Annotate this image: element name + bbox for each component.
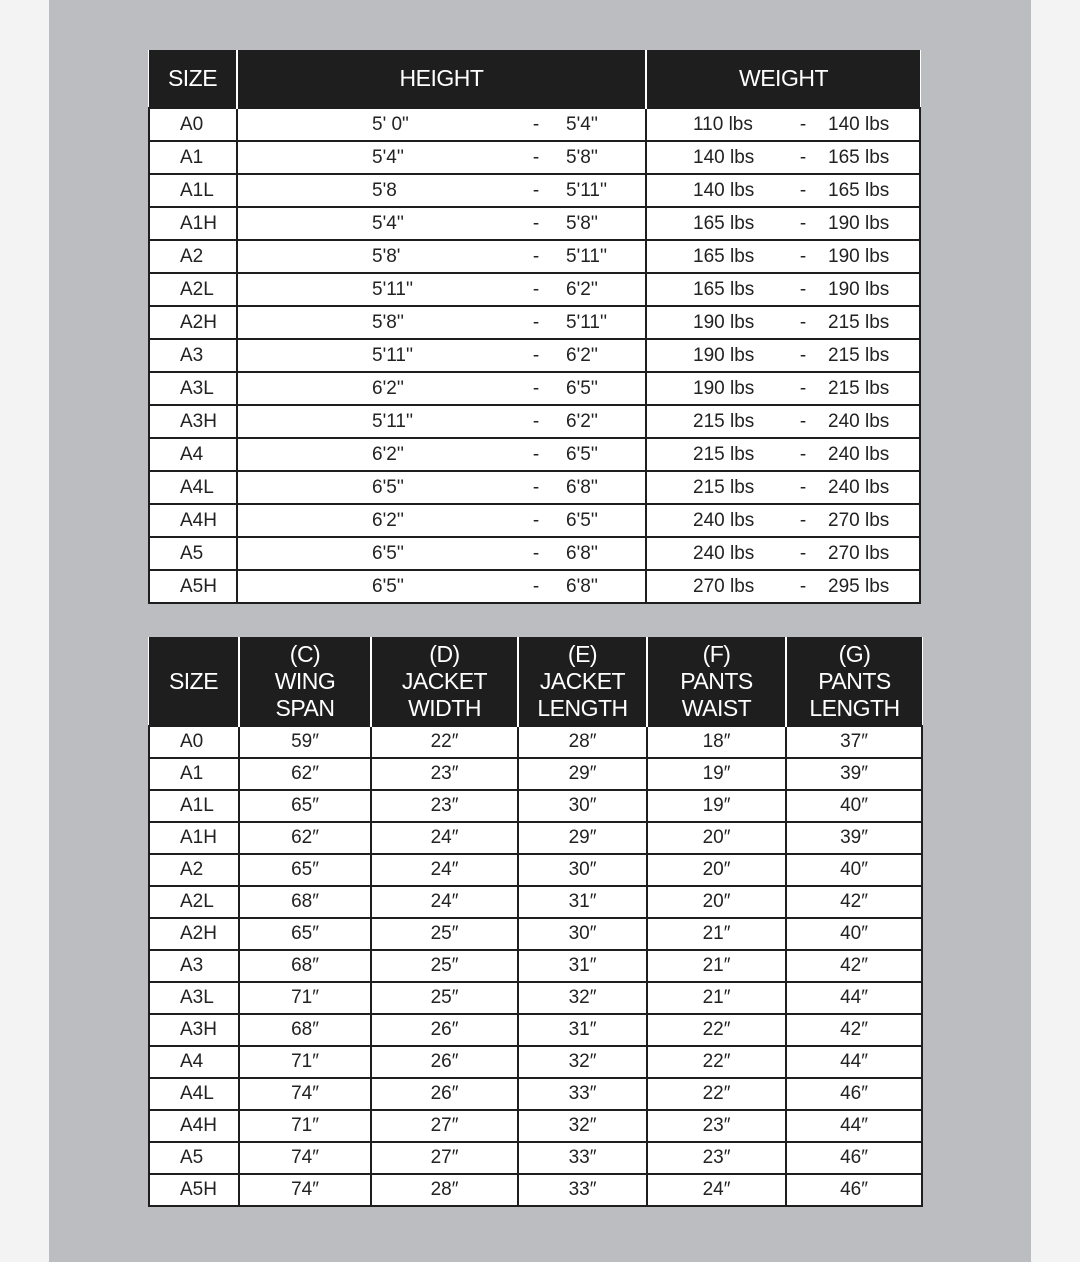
size-cell: A2L bbox=[149, 886, 239, 918]
table-row bbox=[149, 950, 922, 982]
range-dash: - bbox=[799, 410, 807, 432]
size-cell: A3L bbox=[149, 982, 239, 1014]
table-row bbox=[149, 726, 922, 758]
jacket-width-cell: 24″ bbox=[371, 822, 518, 854]
jacket-length-cell: 33″ bbox=[518, 1174, 647, 1206]
wing-span-cell: 65″ bbox=[239, 854, 371, 886]
height-max: 5'11'' bbox=[566, 245, 608, 267]
header-text-line: PANTS bbox=[818, 667, 891, 694]
height-min: 5'8' bbox=[372, 245, 401, 267]
table-row bbox=[149, 1174, 922, 1206]
table-row bbox=[149, 918, 922, 950]
size-cell: A4L bbox=[149, 471, 237, 504]
weight-max: 190 lbs bbox=[828, 212, 890, 234]
header-text-line: (C) bbox=[289, 640, 321, 667]
weight-range-cell bbox=[646, 570, 920, 603]
weight-range-cell bbox=[646, 174, 920, 207]
weight-min: 240 lbs bbox=[693, 509, 755, 531]
pants-length-cell: 39″ bbox=[786, 758, 922, 790]
range-dash: - bbox=[532, 278, 540, 300]
height-range-cell bbox=[237, 504, 646, 537]
pants-waist-cell: 18″ bbox=[647, 726, 786, 758]
range-dash: - bbox=[799, 245, 807, 267]
jacket-length-cell: 30″ bbox=[518, 854, 647, 886]
height-range-cell bbox=[237, 471, 646, 504]
jacket-length-cell: 32″ bbox=[518, 982, 647, 1014]
table-row bbox=[149, 108, 920, 141]
chart1-header-row bbox=[149, 50, 920, 108]
chart1-header-weight: WEIGHT bbox=[646, 50, 920, 108]
chart1-body bbox=[149, 108, 920, 603]
size-cell: A1 bbox=[149, 758, 239, 790]
height-range-cell bbox=[237, 108, 646, 141]
range-dash: - bbox=[532, 212, 540, 234]
size-cell: A3 bbox=[149, 950, 239, 982]
jacket-width-cell: 26″ bbox=[371, 1014, 518, 1046]
table-row bbox=[149, 1142, 922, 1174]
height-min: 6'5'' bbox=[372, 476, 405, 498]
table-row bbox=[149, 982, 922, 1014]
weight-range-cell bbox=[646, 405, 920, 438]
weight-max: 240 lbs bbox=[828, 410, 890, 432]
weight-max: 165 lbs bbox=[828, 179, 890, 201]
weight-range-cell bbox=[646, 339, 920, 372]
height-min: 5'4'' bbox=[372, 146, 405, 168]
range-dash: - bbox=[532, 377, 540, 399]
size-cell: A5 bbox=[149, 1142, 239, 1174]
table-row bbox=[149, 372, 920, 405]
wing-span-cell: 68″ bbox=[239, 950, 371, 982]
pants-length-cell: 42″ bbox=[786, 1014, 922, 1046]
header-text-line: PANTS bbox=[680, 667, 753, 694]
jacket-length-cell: 29″ bbox=[518, 822, 647, 854]
size-cell: A0 bbox=[149, 726, 239, 758]
height-min: 6'2'' bbox=[372, 443, 405, 465]
weight-range-cell bbox=[646, 240, 920, 273]
size-cell: A0 bbox=[149, 108, 237, 141]
weight-range-cell bbox=[646, 141, 920, 174]
wing-span-cell: 71″ bbox=[239, 1046, 371, 1078]
range-dash: - bbox=[799, 443, 807, 465]
table-row bbox=[149, 339, 920, 372]
pants-waist-cell: 23″ bbox=[647, 1142, 786, 1174]
weight-max: 140 lbs bbox=[828, 113, 890, 135]
weight-min: 215 lbs bbox=[693, 443, 755, 465]
pants-waist-cell: 19″ bbox=[647, 758, 786, 790]
height-min: 6'5'' bbox=[372, 542, 405, 564]
jacket-length-cell: 30″ bbox=[518, 918, 647, 950]
range-dash: - bbox=[532, 443, 540, 465]
size-cell: A4H bbox=[149, 504, 237, 537]
table-row bbox=[149, 790, 922, 822]
height-range-cell bbox=[237, 240, 646, 273]
size-cell: A4 bbox=[149, 1046, 239, 1078]
range-dash: - bbox=[532, 476, 540, 498]
range-dash: - bbox=[532, 542, 540, 564]
pants-length-cell: 46″ bbox=[786, 1078, 922, 1110]
header-text-line: JACKET bbox=[539, 667, 626, 694]
height-min: 5' 0" bbox=[372, 113, 409, 135]
weight-min: 215 lbs bbox=[693, 410, 755, 432]
weight-max: 190 lbs bbox=[828, 278, 890, 300]
range-dash: - bbox=[799, 575, 807, 597]
table-row bbox=[149, 570, 920, 603]
height-min: 6'5'' bbox=[372, 575, 405, 597]
range-dash: - bbox=[799, 212, 807, 234]
range-dash: - bbox=[799, 113, 807, 135]
weight-min: 165 lbs bbox=[693, 212, 755, 234]
size-cell: A5H bbox=[149, 570, 237, 603]
weight-min: 140 lbs bbox=[693, 179, 755, 201]
weight-range-cell bbox=[646, 504, 920, 537]
pants-length-cell: 42″ bbox=[786, 886, 922, 918]
weight-min: 215 lbs bbox=[693, 476, 755, 498]
height-range-cell bbox=[237, 537, 646, 570]
pants-length-cell: 44″ bbox=[786, 1110, 922, 1142]
wing-span-cell: 71″ bbox=[239, 1110, 371, 1142]
weight-min: 270 lbs bbox=[693, 575, 755, 597]
size-cell: A3H bbox=[149, 405, 237, 438]
size-cell: A1H bbox=[149, 207, 237, 240]
jacket-width-cell: 28″ bbox=[371, 1174, 518, 1206]
height-min: 5'8'' bbox=[372, 311, 405, 333]
size-cell: A2H bbox=[149, 918, 239, 950]
range-dash: - bbox=[799, 542, 807, 564]
weight-max: 240 lbs bbox=[828, 443, 890, 465]
header-text-line: WIDTH bbox=[408, 694, 481, 721]
weight-max: 240 lbs bbox=[828, 476, 890, 498]
height-max: 6'5'' bbox=[566, 509, 599, 531]
weight-range-cell bbox=[646, 372, 920, 405]
pants-length-cell: 37″ bbox=[786, 726, 922, 758]
range-dash: - bbox=[532, 179, 540, 201]
chart2-header-size bbox=[149, 637, 239, 726]
wing-span-cell: 68″ bbox=[239, 1014, 371, 1046]
pants-waist-cell: 21″ bbox=[647, 918, 786, 950]
pants-length-cell: 44″ bbox=[786, 982, 922, 1014]
header-text-line: WAIST bbox=[681, 694, 752, 721]
height-min: 6'2'' bbox=[372, 509, 405, 531]
weight-range-cell bbox=[646, 207, 920, 240]
table-row bbox=[149, 854, 922, 886]
height-max: 5'4'' bbox=[566, 113, 599, 135]
jacket-length-cell: 31″ bbox=[518, 950, 647, 982]
chart2-header-wing-span bbox=[239, 637, 371, 726]
range-dash: - bbox=[799, 377, 807, 399]
weight-max: 165 lbs bbox=[828, 146, 890, 168]
jacket-width-cell: 27″ bbox=[371, 1142, 518, 1174]
weight-min: 140 lbs bbox=[693, 146, 755, 168]
height-range-cell bbox=[237, 207, 646, 240]
height-max: 6'5'' bbox=[566, 443, 599, 465]
size-cell: A1L bbox=[149, 790, 239, 822]
range-dash: - bbox=[799, 509, 807, 531]
jacket-length-cell: 32″ bbox=[518, 1110, 647, 1142]
height-min: 5'8 bbox=[372, 179, 397, 201]
weight-min: 110 lbs bbox=[693, 113, 753, 135]
weight-min: 190 lbs bbox=[693, 377, 755, 399]
jacket-length-cell: 29″ bbox=[518, 758, 647, 790]
range-dash: - bbox=[799, 476, 807, 498]
chart2-header-jacket-length bbox=[518, 637, 647, 726]
range-dash: - bbox=[799, 311, 807, 333]
jacket-width-cell: 26″ bbox=[371, 1078, 518, 1110]
jacket-width-cell: 25″ bbox=[371, 918, 518, 950]
header-text-line: (E) bbox=[567, 640, 598, 667]
header-text-line: (F) bbox=[702, 640, 731, 667]
wing-span-cell: 68″ bbox=[239, 886, 371, 918]
table-row bbox=[149, 471, 920, 504]
table-row bbox=[149, 822, 922, 854]
jacket-width-cell: 25″ bbox=[371, 950, 518, 982]
table-row bbox=[149, 207, 920, 240]
table-row bbox=[149, 1110, 922, 1142]
height-range-cell bbox=[237, 141, 646, 174]
pants-waist-cell: 20″ bbox=[647, 886, 786, 918]
pants-waist-cell: 22″ bbox=[647, 1046, 786, 1078]
chart1-header-size: SIZE bbox=[149, 50, 237, 108]
garment-measurements-chart bbox=[148, 637, 923, 1207]
height-max: 5'8'' bbox=[566, 146, 599, 168]
table-row bbox=[149, 306, 920, 339]
pants-waist-cell: 19″ bbox=[647, 790, 786, 822]
jacket-width-cell: 23″ bbox=[371, 790, 518, 822]
height-max: 5'11'' bbox=[566, 179, 608, 201]
pants-length-cell: 40″ bbox=[786, 790, 922, 822]
size-cell: A1 bbox=[149, 141, 237, 174]
header-text-line: LENGTH bbox=[809, 694, 900, 721]
range-dash: - bbox=[799, 146, 807, 168]
weight-min: 165 lbs bbox=[693, 278, 755, 300]
chart2-header-pants-waist bbox=[647, 637, 786, 726]
header-text-line: (G) bbox=[838, 640, 871, 667]
weight-min: 190 lbs bbox=[693, 311, 755, 333]
height-range-cell bbox=[237, 273, 646, 306]
size-cell: A3L bbox=[149, 372, 237, 405]
pants-length-cell: 44″ bbox=[786, 1046, 922, 1078]
pants-waist-cell: 23″ bbox=[647, 1110, 786, 1142]
jacket-width-cell: 22″ bbox=[371, 726, 518, 758]
jacket-width-cell: 24″ bbox=[371, 886, 518, 918]
size-cell: A4H bbox=[149, 1110, 239, 1142]
height-range-cell bbox=[237, 174, 646, 207]
weight-max: 190 lbs bbox=[828, 245, 890, 267]
range-dash: - bbox=[799, 344, 807, 366]
header-text-line: SPAN bbox=[275, 694, 335, 721]
weight-max: 215 lbs bbox=[828, 377, 890, 399]
pants-waist-cell: 21″ bbox=[647, 950, 786, 982]
jacket-length-cell: 32″ bbox=[518, 1046, 647, 1078]
range-dash: - bbox=[532, 344, 540, 366]
size-cell: A2 bbox=[149, 240, 237, 273]
size-cell: A4 bbox=[149, 438, 237, 471]
wing-span-cell: 65″ bbox=[239, 790, 371, 822]
table-row bbox=[149, 886, 922, 918]
height-max: 6'8'' bbox=[566, 575, 599, 597]
height-range-cell bbox=[237, 405, 646, 438]
jacket-width-cell: 25″ bbox=[371, 982, 518, 1014]
weight-min: 165 lbs bbox=[693, 245, 755, 267]
height-min: 5'11'' bbox=[372, 410, 414, 432]
wing-span-cell: 59″ bbox=[239, 726, 371, 758]
size-cell: A2 bbox=[149, 854, 239, 886]
jacket-length-cell: 28″ bbox=[518, 726, 647, 758]
weight-range-cell bbox=[646, 471, 920, 504]
height-max: 5'8'' bbox=[566, 212, 599, 234]
jacket-length-cell: 33″ bbox=[518, 1078, 647, 1110]
weight-max: 215 lbs bbox=[828, 311, 890, 333]
size-cell: A3 bbox=[149, 339, 237, 372]
height-min: 5'11'' bbox=[372, 344, 414, 366]
height-range-cell bbox=[237, 306, 646, 339]
range-dash: - bbox=[532, 575, 540, 597]
height-min: 6'2'' bbox=[372, 377, 405, 399]
header-text-line: JACKET bbox=[401, 667, 488, 694]
size-cell: A2L bbox=[149, 273, 237, 306]
pants-length-cell: 46″ bbox=[786, 1174, 922, 1206]
weight-min: 240 lbs bbox=[693, 542, 755, 564]
height-range-cell bbox=[237, 438, 646, 471]
table-row bbox=[149, 141, 920, 174]
range-dash: - bbox=[532, 113, 540, 135]
table-row bbox=[149, 1046, 922, 1078]
height-min: 5'4'' bbox=[372, 212, 405, 234]
weight-range-cell bbox=[646, 108, 920, 141]
weight-min: 190 lbs bbox=[693, 344, 755, 366]
jacket-length-cell: 30″ bbox=[518, 790, 647, 822]
weight-max: 270 lbs bbox=[828, 509, 890, 531]
height-range-cell bbox=[237, 339, 646, 372]
height-max: 6'8'' bbox=[566, 476, 599, 498]
table-row bbox=[149, 438, 920, 471]
pants-waist-cell: 21″ bbox=[647, 982, 786, 1014]
jacket-width-cell: 23″ bbox=[371, 758, 518, 790]
range-dash: - bbox=[532, 146, 540, 168]
chart1-header-height: HEIGHT bbox=[237, 50, 646, 108]
jacket-length-cell: 31″ bbox=[518, 886, 647, 918]
table-row bbox=[149, 405, 920, 438]
chart2-header-row bbox=[149, 637, 922, 726]
jacket-width-cell: 27″ bbox=[371, 1110, 518, 1142]
weight-max: 295 lbs bbox=[828, 575, 890, 597]
header-text-line: (D) bbox=[429, 640, 460, 667]
pants-length-cell: 39″ bbox=[786, 822, 922, 854]
pants-waist-cell: 24″ bbox=[647, 1174, 786, 1206]
pants-waist-cell: 22″ bbox=[647, 1014, 786, 1046]
height-range-cell bbox=[237, 570, 646, 603]
table-row bbox=[149, 1078, 922, 1110]
size-cell: A2H bbox=[149, 306, 237, 339]
range-dash: - bbox=[532, 410, 540, 432]
wing-span-cell: 74″ bbox=[239, 1174, 371, 1206]
weight-range-cell bbox=[646, 306, 920, 339]
jacket-length-cell: 33″ bbox=[518, 1142, 647, 1174]
wing-span-cell: 62″ bbox=[239, 822, 371, 854]
height-min: 5'11'' bbox=[372, 278, 414, 300]
table-row bbox=[149, 537, 920, 570]
range-dash: - bbox=[799, 278, 807, 300]
weight-range-cell bbox=[646, 537, 920, 570]
pants-length-cell: 46″ bbox=[786, 1142, 922, 1174]
range-dash: - bbox=[532, 311, 540, 333]
weight-range-cell bbox=[646, 438, 920, 471]
wing-span-cell: 71″ bbox=[239, 982, 371, 1014]
chart2-body bbox=[149, 726, 922, 1206]
weight-range-cell bbox=[646, 273, 920, 306]
pants-waist-cell: 20″ bbox=[647, 822, 786, 854]
size-cell: A1L bbox=[149, 174, 237, 207]
header-text-line: WING bbox=[274, 667, 336, 694]
table-row bbox=[149, 240, 920, 273]
range-dash: - bbox=[532, 245, 540, 267]
jacket-width-cell: 24″ bbox=[371, 854, 518, 886]
height-max: 5'11'' bbox=[566, 311, 608, 333]
chart2-header-pants-length bbox=[786, 637, 922, 726]
height-max: 6'2'' bbox=[566, 278, 599, 300]
range-dash: - bbox=[532, 509, 540, 531]
wing-span-cell: 74″ bbox=[239, 1142, 371, 1174]
size-cell: A1H bbox=[149, 822, 239, 854]
pants-length-cell: 40″ bbox=[786, 918, 922, 950]
height-weight-size-chart bbox=[148, 50, 921, 604]
pants-length-cell: 42″ bbox=[786, 950, 922, 982]
pants-waist-cell: 22″ bbox=[647, 1078, 786, 1110]
table-row bbox=[149, 174, 920, 207]
chart2-header-jacket-width bbox=[371, 637, 518, 726]
jacket-length-cell: 31″ bbox=[518, 1014, 647, 1046]
table-row bbox=[149, 504, 920, 537]
height-max: 6'2'' bbox=[566, 344, 599, 366]
wing-span-cell: 62″ bbox=[239, 758, 371, 790]
weight-max: 270 lbs bbox=[828, 542, 890, 564]
table-row bbox=[149, 273, 920, 306]
size-cell: A3H bbox=[149, 1014, 239, 1046]
range-dash: - bbox=[799, 179, 807, 201]
height-max: 6'8'' bbox=[566, 542, 599, 564]
height-max: 6'5'' bbox=[566, 377, 599, 399]
size-cell: A4L bbox=[149, 1078, 239, 1110]
weight-max: 215 lbs bbox=[828, 344, 890, 366]
height-max: 6'2'' bbox=[566, 410, 599, 432]
table-row bbox=[149, 758, 922, 790]
header-text-line: LENGTH bbox=[537, 694, 628, 721]
pants-length-cell: 40″ bbox=[786, 854, 922, 886]
size-cell: A5H bbox=[149, 1174, 239, 1206]
height-range-cell bbox=[237, 372, 646, 405]
header-text-line: SIZE bbox=[168, 667, 219, 694]
wing-span-cell: 65″ bbox=[239, 918, 371, 950]
jacket-width-cell: 26″ bbox=[371, 1046, 518, 1078]
size-cell: A5 bbox=[149, 537, 237, 570]
wing-span-cell: 74″ bbox=[239, 1078, 371, 1110]
table-row bbox=[149, 1014, 922, 1046]
pants-waist-cell: 20″ bbox=[647, 854, 786, 886]
